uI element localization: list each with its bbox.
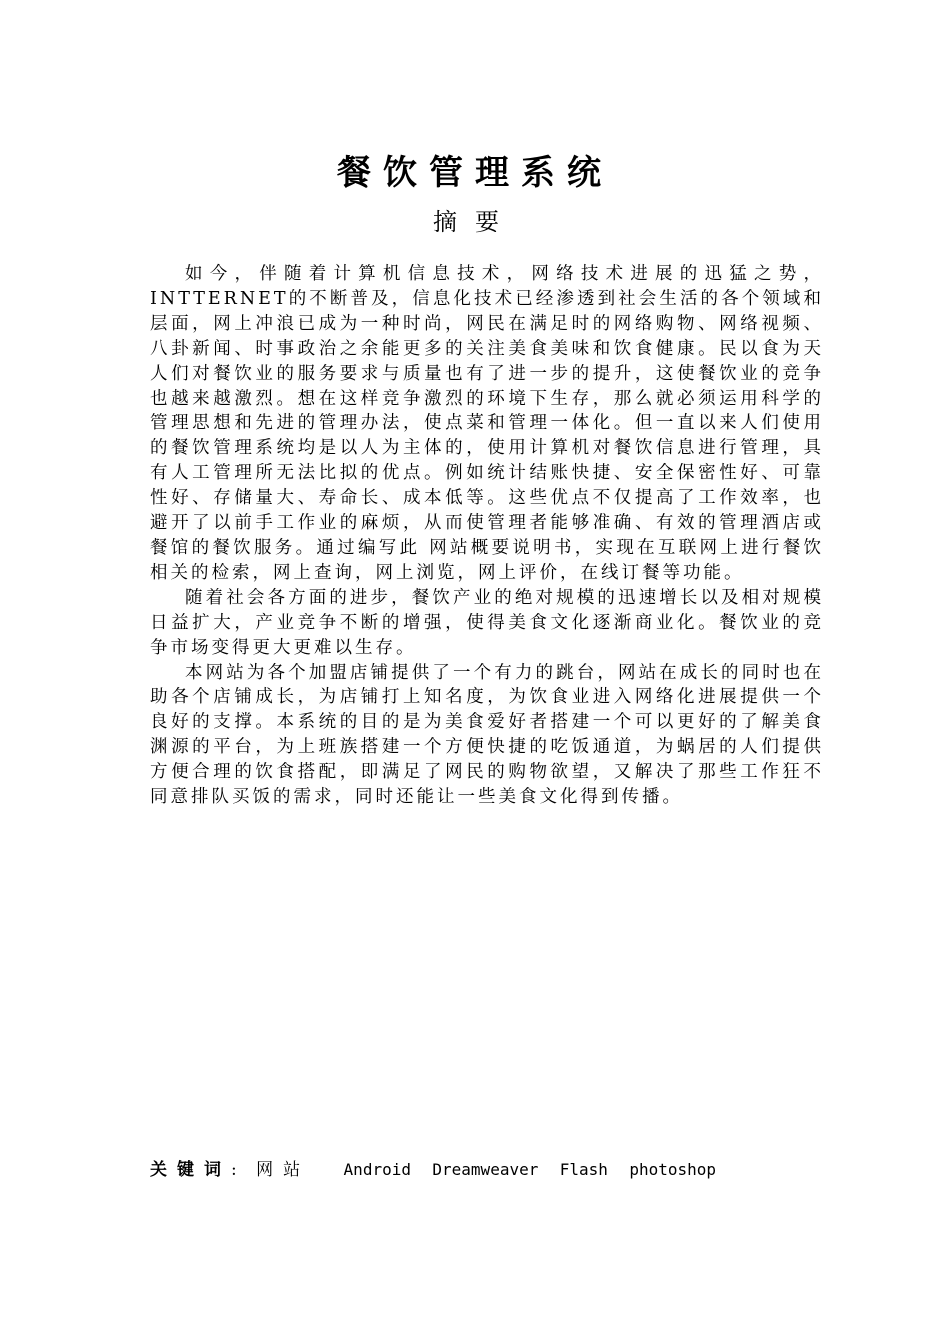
keyword-item: Dreamweaver <box>432 1160 539 1179</box>
abstract-paragraph-3: 本网站为各个加盟店铺提供了一个有力的跳台，网站在成长的同时也在助各个店铺成长，为店铺打上知名度，为饮食业进入网络化进展提供一个良好的支撑。本系统的目的是为美食爱好者搭建一个可以更好的了解美食渊源的平台，为上班族搭建一个方便快捷的吃饭通道，为蜗居的人们提供方便合理的饮食搭配，即满足了网民的购物欲望，又解决了那些工作狂不同意排队买饭的需求，同时还能让一些美食文化得到传播。 <box>150 662 824 808</box>
keyword-item: photoshop <box>629 1160 717 1179</box>
abstract-paragraph-2: 随着社会各方面的进步，餐饮产业的绝对规模的迅速增长以及相对规模日益扩大，产业竞争不断的增强，使得美食文化逐渐商业化。餐饮业的竞争市场变得更大更难以生存。 <box>150 587 824 658</box>
abstract-heading: 摘要 <box>433 208 517 236</box>
keywords-label: 关键词 <box>150 1160 231 1180</box>
abstract-paragraph-1: 如今，伴随着计算机信息技术，网络技术进展的迅猛之势，INTTERNET的不断普及，信息化技术已经渗透到社会生活的各个领域和层面，网上冲浪已成为一种时尚，网民在满足时的网络购物、网络视频、八卦新闻、时事政治之余能更多的关注美食美味和饮食健康。民以食为天人们对餐饮业的服务要求与质量也有了进一步的提升，这使餐饮业的竞争也越来越激烈。想在这样竞争激烈的环境下生存，那么就必须运用科学的管理思想和先进的管理办法，使点菜和管理一体化。但一直以来人们使用的餐饮管理系统均是以人为主体的，使用计算机对餐饮信息进行管理，具有人工管理所无法比拟的优点。例如统计结账快捷、安全保密性好、可靠性好、存储量大、寿命长、成本低等。这些优点不仅提高了工作效率，也避开了以前手工作业的麻烦，从而使管理者能够准确、有效的管理酒店或餐馆的餐饮服务。通过编写此 网站概要说明书，实现在互联网上进行餐饮相关的检索，网上查询，网上浏览，网上评价，在线订餐等功能。 <box>150 264 824 583</box>
keyword-item: Android <box>343 1160 411 1179</box>
document-title: 餐饮管理系统 <box>337 153 613 193</box>
keyword-item: Flash <box>559 1160 608 1179</box>
keyword-item: 网站 <box>256 1160 311 1180</box>
keywords-line <box>150 1158 824 1182</box>
keywords-separator: : <box>231 1160 237 1180</box>
abstract-body <box>150 262 824 810</box>
